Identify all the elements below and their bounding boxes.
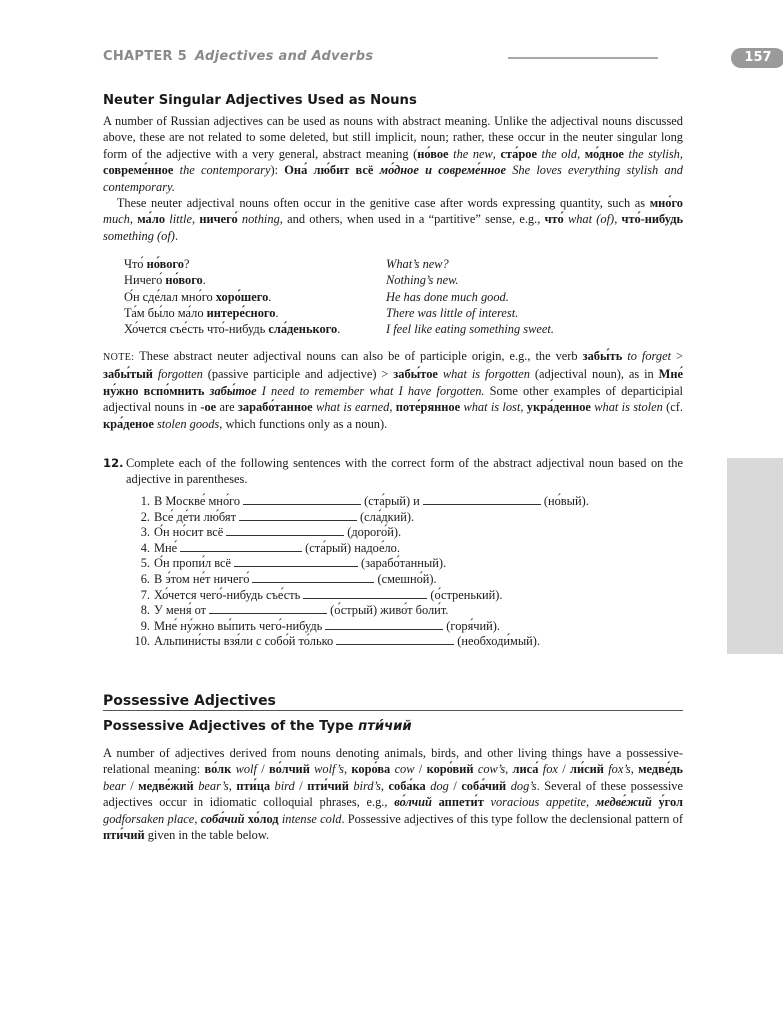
- answer-blank[interactable]: [180, 541, 302, 552]
- item-prompt: Мне́ ну́жно вы́пить чего́-нибудь: [154, 618, 323, 633]
- subsection-heading-word: пти́чий: [358, 719, 412, 734]
- example-russian: Та́м бы́ло ма́ло интере́сного.: [124, 305, 279, 320]
- paragraph-intro: A number of Russian adjectives can be used as nouns with abstract meaning. Unlike the adjectival nouns discussed above, these are not related to some deleted, but still implicit, noun; rather, these occur in the neuter singular long form of the adjective with a very general, abstract meaning (но́вое the new, ста́рое the old, мо́дное the stylish, совреме́нное the contemporary): Она́ лю́бит всё мо́дное и совреме́нное She loves everything stylish and contemporary.: [103, 114, 683, 194]
- page-number-badge: 157: [731, 48, 783, 68]
- item-number: 2.: [140, 509, 150, 524]
- exercise-items: [128, 494, 589, 650]
- note-text: These abstract neuter adjectival nouns can also be of participle origin, e.g., the verb забы́ть to forget > забы́тый forgotten (passive participle and adjective) > забы́тое what is forgotten (adjectival noun), as in Мне́ ну́жно вспо́мнить забы́тое I need to remember what I have forgotten. Some other examples of departicipial adjectival nouns in -ое are зарабо́танное what is earned, поте́рянное what is lost, укра́денное what is stolen (cf. кра́деное stolen goods, which functions only as a noun).: [103, 349, 684, 431]
- example-russian: Что́ но́вого?: [124, 257, 190, 271]
- item-hint: (необходи́мый).: [457, 634, 541, 649]
- item-number: 5.: [140, 556, 150, 571]
- item-hint: (но́вый).: [543, 494, 589, 508]
- item-hint: (смешно́й).: [377, 571, 437, 586]
- item-prompt: Альпини́сты взя́ли с собо́й то́лько: [154, 634, 334, 649]
- item-prompt: В э́том не́т ничего́: [154, 571, 250, 586]
- item-hint: (дорого́й).: [347, 525, 402, 540]
- exercise-instruction: Complete each of the following sentences with the correct form of the abstract adjectival noun based on the adjective in parentheses.: [126, 456, 683, 487]
- exercise-item: [128, 572, 589, 588]
- exercise-item: [128, 494, 589, 510]
- header-rule: [508, 57, 658, 59]
- paragraph-genitive: These neuter adjectival nouns often occur in the genitive case after words expressing quantity, such as мно́го much, ма́ло little, ничего́ nothing, and others, when used in a “partitive” sense, e.g., что́ what (of), что́-нибудь something (of).: [103, 196, 684, 243]
- answer-blank[interactable]: [303, 588, 427, 599]
- example-list: [124, 256, 554, 337]
- exercise-header: [103, 455, 683, 488]
- exercise-item: [128, 541, 589, 557]
- example-translation: Nothing’s new.: [386, 273, 459, 288]
- item-number: 7.: [140, 587, 150, 602]
- example-translation: There was little of interest.: [386, 305, 519, 320]
- item-number: 4.: [140, 540, 150, 555]
- item-number: 6.: [140, 571, 150, 586]
- item-prompt: У меня́ от: [154, 603, 207, 618]
- item-number: 9.: [140, 618, 150, 633]
- example-row: [124, 272, 554, 288]
- item-hint: (о́стрый) живо́т боли́т.: [330, 603, 449, 618]
- example-translation: I feel like eating something sweet.: [386, 322, 554, 337]
- exercise-item: [128, 634, 589, 650]
- item-prompt: О́н но́сит всё: [154, 525, 224, 540]
- answer-blank[interactable]: [325, 619, 443, 630]
- example-russian: Хо́чется съе́сть что́-нибудь сла́денького.: [124, 322, 341, 337]
- exercise-item: [128, 619, 589, 635]
- item-hint: (ста́рый) и: [364, 494, 420, 508]
- section-heading-neuter: Neuter Singular Adjectives Used as Nouns: [103, 93, 417, 108]
- example-russian: Ничего́ но́вого.: [124, 273, 206, 288]
- answer-blank[interactable]: [209, 603, 327, 614]
- page-header: [103, 48, 772, 68]
- exercise-item: [128, 525, 589, 541]
- subsection-heading-text: Possessive Adjectives of the Type: [103, 719, 359, 734]
- item-hint: (сла́дкий).: [360, 509, 415, 524]
- answer-blank[interactable]: [243, 494, 361, 505]
- example-translation: What’s new?: [386, 257, 449, 271]
- running-head: [103, 49, 373, 64]
- chapter-label: CHAPTER 5: [103, 49, 188, 64]
- answer-blank[interactable]: [226, 525, 344, 536]
- example-row: [124, 289, 554, 305]
- answer-blank[interactable]: [252, 572, 374, 583]
- chapter-title: Adjectives and Adverbs: [195, 49, 374, 64]
- answer-blank[interactable]: [423, 494, 541, 505]
- answer-blank[interactable]: [234, 556, 358, 567]
- item-prompt: О́н пропи́л всё: [154, 556, 232, 571]
- answer-blank[interactable]: [336, 634, 454, 645]
- example-row: [124, 321, 554, 337]
- subsection-heading: [103, 719, 412, 734]
- paragraph-possessive: A number of adjectives derived from nouns denoting animals, birds, and other living things have a possessive-relational meaning: во́лк wolf / во́лчий wolf’s, коро́ва cow / коро́вий cow’s, лиса́ fox / ли́сий fox’s, медве́дь bear / медве́жий bear’s, пти́ца bird / пти́чий bird’s, соба́ка dog / соба́чий dog’s. Several of these possessive adjectives occur in idiomatic colloquial phrases, e.g., во́лчий аппети́т voracious appetite, медве́жий у́гол godforsaken place, соба́чий хо́лод intense cold. Possessive adjectives of this type follow the declensional pattern of пти́чий given in the table below.: [103, 746, 684, 843]
- item-hint: (горя́чий).: [446, 618, 501, 633]
- item-number: 10.: [134, 634, 150, 649]
- example-row: [124, 256, 554, 272]
- note-label: NOTE:: [103, 352, 135, 363]
- exercise-item: [128, 556, 589, 572]
- item-prompt: Все́ де́ти лю́бят: [154, 509, 237, 524]
- item-prompt: Мне́: [154, 540, 178, 555]
- item-hint: (ста́рый) надое́ло.: [305, 540, 400, 555]
- example-row: [124, 305, 554, 321]
- item-hint: (зарабо́танный).: [361, 556, 447, 571]
- answer-blank[interactable]: [239, 510, 357, 521]
- note-paragraph: [103, 348, 683, 432]
- example-translation: He has done much good.: [386, 289, 509, 304]
- item-number: 1.: [140, 494, 150, 508]
- item-hint: (о́стренький).: [430, 587, 503, 602]
- exercise-number: 12.: [103, 456, 124, 470]
- example-russian: О́н сде́лал мно́го хоро́шего.: [124, 289, 272, 304]
- chapter-thumb-tab: [727, 458, 783, 654]
- item-prompt: В Москве́ мно́го: [154, 494, 241, 508]
- item-number: 8.: [140, 603, 150, 618]
- item-prompt: Хо́чется чего́-нибудь съе́сть: [154, 587, 301, 602]
- section-heading-possessive: Possessive Adjectives: [103, 693, 276, 709]
- exercise-item: [128, 588, 589, 604]
- section-rule: [103, 710, 683, 711]
- exercise-item: [128, 510, 589, 526]
- exercise-item: [128, 603, 589, 619]
- item-number: 3.: [140, 525, 150, 540]
